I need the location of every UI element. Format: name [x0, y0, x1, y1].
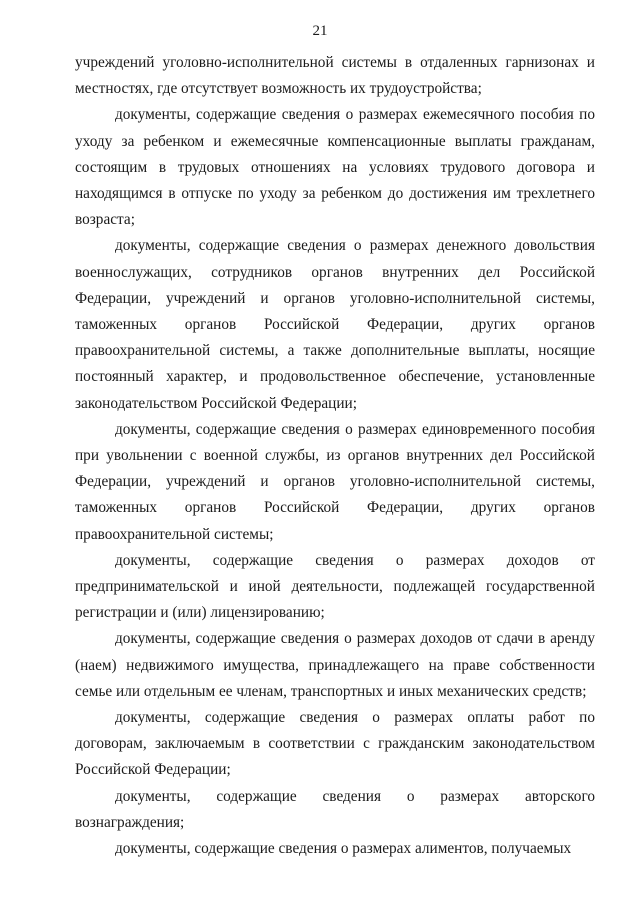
- paragraph-2: документы, содержащие сведения о размерах ежемесячного пособия по уходу за ребенком и ежемесячные компенсационные выплаты гражданам, состоящим в трудовых отношениях на условиях трудового договора и находящимся в отпуске по уходу за ребенком до достижения им трехлетнего возраста;: [75, 106, 595, 229]
- paragraph-9: документы, содержащие сведения о размерах алиментов, получаемых: [115, 840, 572, 858]
- page-number: 21: [312, 23, 328, 39]
- paragraph-5: документы, содержащие сведения о размерах доходов от предпринимательской и иной деятельности, подлежащей государственной регистрации и (или) лицензированию;: [75, 551, 595, 622]
- paragraph-4: документы, содержащие сведения о размерах единовременного пособия при увольнении с военной службы, из органов внутренних дел Российской Федерации, учреждений и органов уголовно-исполнительной системы, таможенных органов Российской Федерации, других органов правоохранительной системы;: [75, 420, 595, 543]
- paragraph-3: документы, содержащие сведения о размерах денежного довольствия военнослужащих, сотрудников органов внутренних дел Российской Федерации, учреждений и органов уголовно-исполнительной системы, таможенных органов Российской Федерации, других органов правоохранительной системы, а также дополнительные выплаты, носящие постоянный характер, и продовольственное обеспечение, установленные законодательством Российской Федерации;: [75, 237, 595, 412]
- paragraph-7: документы, содержащие сведения о размерах оплаты работ по договорам, заключаемым в соответствии с гражданским законодательством Российской Федерации;: [75, 709, 595, 779]
- paragraph-8: документы, содержащие сведения о размерах авторского вознаграждения;: [75, 787, 595, 831]
- paragraph-6: документы, содержащие сведения о размерах доходов от сдачи в аренду (наем) недвижимого имущества, принадлежащего на праве собственности семье или отдельным ее членам, транспортных и иных механических средств;: [75, 630, 595, 700]
- document-body: [75, 50, 595, 862]
- paragraph-1: учреждений уголовно-исполнительной системы в отдаленных гарнизонах и местностях, где отсутствует возможность их трудоустройства;: [75, 54, 595, 98]
